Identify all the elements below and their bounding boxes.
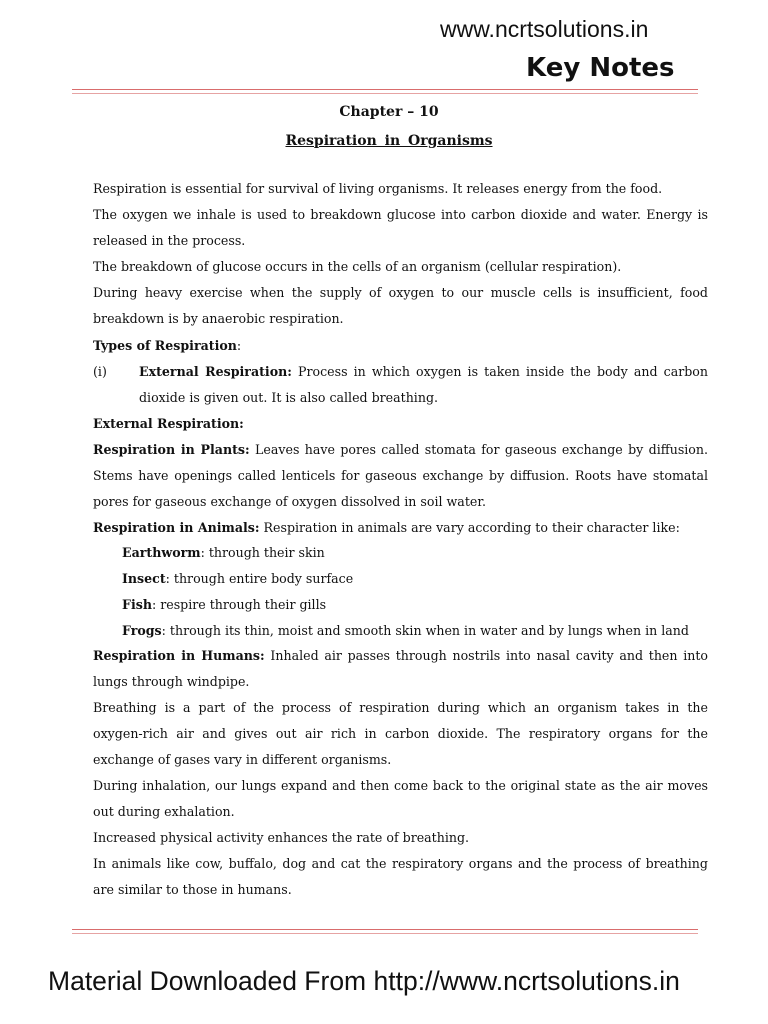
list-item-line: [139, 362, 708, 382]
list-item-line: dioxide is given out. It is also called breathing.: [139, 390, 439, 405]
humans-label: Respiration in Humans:: [93, 648, 265, 663]
animal-text: : through its thin, moist and smooth skin when in water and by lungs when in land: [161, 623, 689, 638]
animal-text: : through entire body surface: [165, 571, 354, 586]
key-notes-heading: Key Notes: [526, 53, 675, 83]
paragraph-line: Breathing is a part of the process of respiration during which an organism takes in the: [93, 700, 708, 715]
types-heading-line: [93, 336, 708, 356]
animal-item: [122, 569, 737, 589]
plants-line: [93, 440, 708, 460]
paragraph-line: Increased physical activity enhances the rate of breathing.: [93, 830, 470, 845]
paragraph-line: are similar to those in humans.: [93, 882, 292, 897]
paragraph-line: The breakdown of glucose occurs in the cells of an organism (cellular respiration).: [93, 259, 622, 274]
list-item-number: (i): [93, 364, 107, 379]
animal-item: [122, 621, 737, 641]
paragraph-line: oxygen-rich air and gives out air rich in carbon dioxide. The respiratory organs for the: [93, 726, 708, 741]
paragraph-line: During inhalation, our lungs expand and then come back to the original state as the air moves: [93, 778, 708, 793]
humans-text: Inhaled air passes through nostrils into nasal cavity and then into: [264, 648, 708, 663]
chapter-title: Respiration in Organisms: [285, 133, 493, 149]
paragraph-line: out during exhalation.: [93, 804, 235, 819]
animal-item: [122, 595, 737, 615]
top-divider: [72, 89, 698, 94]
paragraph-line: In animals like cow, buffalo, dog and cat the respiratory organs and the process of breathing: [93, 856, 708, 871]
animal-text: : through their skin: [200, 545, 325, 560]
list-item-label: External Respiration:: [139, 364, 292, 379]
paragraph-line: Respiration is essential for survival of living organisms. It releases energy from the food.: [93, 181, 663, 196]
paragraph-line: The oxygen we inhale is used to breakdown glucose into carbon dioxide and water. Energy is: [93, 207, 708, 222]
types-heading: Types of Respiration: [93, 338, 237, 353]
chapter-number: Chapter – 10: [339, 104, 439, 120]
external-heading: External Respiration:: [93, 416, 244, 431]
plants-label: Respiration in Plants:: [93, 442, 250, 457]
list-item-text: Process in which oxygen is taken inside the body and carbon: [291, 364, 708, 379]
animals-label: Respiration in Animals:: [93, 520, 260, 535]
external-heading-line: [93, 414, 708, 434]
paragraph-line: released in the process.: [93, 233, 246, 248]
types-colon: :: [236, 338, 242, 353]
paragraph-line: pores for gaseous exchange of oxygen dissolved in soil water.: [93, 494, 486, 509]
animal-name: Fish: [122, 597, 152, 612]
animals-line: [93, 518, 708, 538]
animal-name: Insect: [122, 571, 166, 586]
animal-item: [122, 543, 737, 563]
animal-name: Earthworm: [122, 545, 201, 560]
paragraph-line: During heavy exercise when the supply of oxygen to our muscle cells is insufficient, food: [93, 285, 708, 300]
humans-line: [93, 646, 708, 666]
animal-name: Frogs: [122, 623, 162, 638]
paragraph-line: exchange of gases vary in different organisms.: [93, 752, 392, 767]
animal-text: : respire through their gills: [151, 597, 327, 612]
plants-text: Leaves have pores called stomata for gaseous exchange by diffusion.: [249, 442, 709, 457]
paragraph-line: lungs through windpipe.: [93, 674, 250, 689]
paragraph-line: Stems have openings called lenticels for gaseous exchange by diffusion. Roots have stomatal: [93, 468, 708, 483]
bottom-divider: [72, 929, 698, 934]
site-url: www.ncrtsolutions.in: [440, 16, 649, 42]
animals-text: Respiration in animals are vary according to their character like:: [259, 520, 680, 535]
paragraph-line: breakdown is by anaerobic respiration.: [93, 311, 344, 326]
footer-download-note: Material Downloaded From http://www.ncrtsolutions.in: [48, 966, 680, 996]
